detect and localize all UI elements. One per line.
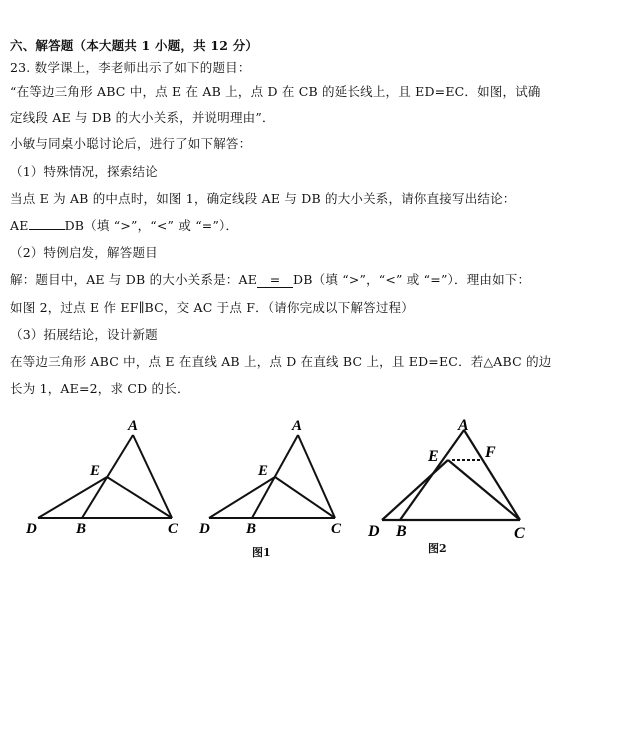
quote-line-1: “在等边三角形 ABC 中，点 E 在 AB 上，点 D 在 CB 的延长线上，且 ED=EC．如图，试确 (10, 84, 541, 99)
part3-line-2: 长为 1，AE=2，求 CD 的长． (10, 381, 190, 396)
label-f: F (485, 444, 496, 461)
label-c: C (514, 525, 525, 542)
discussion-text: 小敏与同桌小聪讨论后，进行了如下解答： (10, 136, 252, 151)
part1-answer-suffix: DB（填 “>”，“<” 或 “=”）． (64, 218, 239, 233)
label-b: B (76, 521, 87, 537)
label-b: B (396, 523, 407, 540)
label-d: D (26, 521, 37, 537)
part2-answer-line (10, 272, 530, 288)
figure-2-caption: 图2 (428, 542, 447, 555)
part1-heading: （1）特殊情况，探索结论 (10, 164, 158, 179)
part1-text: 当点 E 为 AB 的中点时，如图 1，确定线段 AE 与 DB 的大小关系，请你直接写出结论： (10, 191, 516, 206)
part2-answer-blank[interactable]: = (257, 273, 293, 288)
label-d: D (199, 521, 210, 537)
part1-answer-prefix: AE (10, 218, 29, 233)
label-c: C (168, 521, 179, 537)
figure-1-caption: 图1 (252, 546, 271, 559)
label-d: D (368, 523, 380, 540)
part1-answer-blank[interactable] (29, 229, 65, 230)
label-b: B (246, 521, 257, 537)
label-e: E (428, 448, 439, 465)
label-c: C (331, 521, 342, 537)
part2-line-2: 如图 2，过点 E 作 EF∥BC，交 AC 于点 F．（请你完成以下解答过程） (10, 300, 414, 315)
label-a: A (128, 418, 139, 434)
figure-1-right-diagram (195, 415, 360, 540)
segment-de (382, 460, 448, 520)
part2-text-suffix: DB（填 “>”，“<” 或 “=”）．理由如下： (293, 272, 531, 287)
segment-de (209, 477, 275, 518)
figure-2-diagram (360, 412, 555, 542)
label-e: E (90, 463, 101, 479)
question-intro: 23. 数学课上，李老师出示了如下的题目： (10, 60, 251, 75)
part2-heading: （2）特例启发，解答题目 (10, 245, 158, 260)
part3-heading: （3）拓展结论，设计新题 (10, 327, 158, 342)
section-heading: 六、解答题（本大题共 1 小题，共 12 分） (10, 38, 259, 53)
label-e: E (258, 463, 269, 479)
segment-de (38, 477, 107, 518)
part2-text-prefix: 解：题目中，AE 与 DB 的大小关系是：AE (10, 272, 258, 287)
figure-1-left-diagram (20, 415, 190, 540)
part3-line-1: 在等边三角形 ABC 中，点 E 在直线 AB 上，点 D 在直线 BC 上，且 ED=EC．若△ABC 的边 (10, 354, 552, 369)
part1-answer-line (10, 218, 238, 234)
label-a: A (458, 417, 469, 434)
quote-line-2: 定线段 AE 与 DB 的大小关系，并说明理由”． (10, 110, 275, 125)
label-a: A (292, 418, 303, 434)
segment-ec (448, 460, 520, 520)
